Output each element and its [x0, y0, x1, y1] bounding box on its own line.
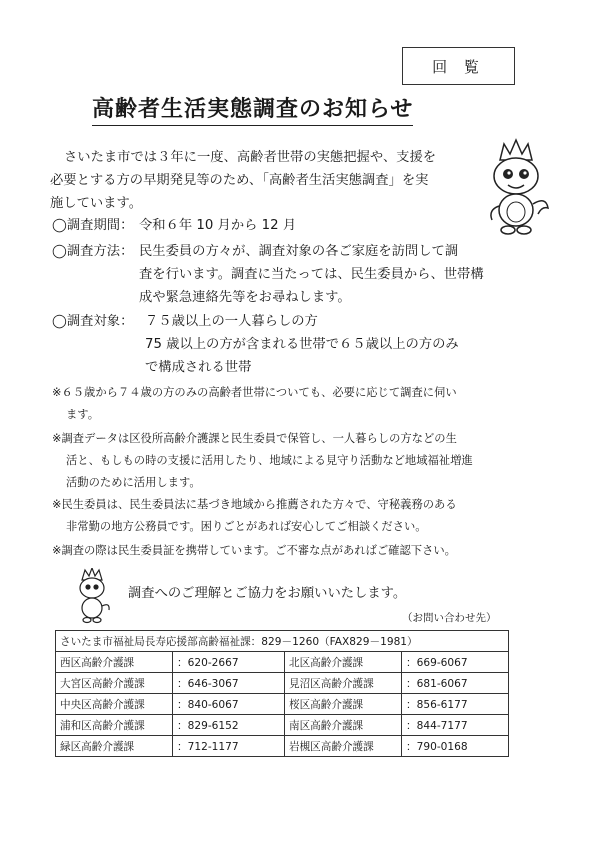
- note-line: ※調査データは区役所高齢介護課と民生委員で保管し、一人暮らしの方などの生: [52, 432, 457, 445]
- intro-line: 施しています。: [50, 196, 143, 211]
- office-name: 北区高齢介護課: [285, 652, 402, 673]
- office-name: 大宮区高齢介護課: [56, 673, 173, 694]
- intro-paragraph: [50, 146, 480, 215]
- item-text: 成や緊急連絡先等をお尋ねします。: [139, 290, 351, 305]
- item-text: で構成される世帯: [145, 360, 252, 375]
- note-line: 非常勤の地方公務員です。困りごとがあれば安心してご相談ください。: [66, 520, 427, 533]
- office-tel: ：646-3067: [173, 673, 285, 694]
- table-row: [56, 736, 509, 757]
- office-tel: ：840-6067: [173, 694, 285, 715]
- office-name: 緑区高齢介護課: [56, 736, 173, 757]
- intro-line: さいたま市では３年に一度、高齢者世帯の実態把握や、支援を: [64, 150, 437, 165]
- item-label: ◯調査方法：: [52, 244, 134, 259]
- item-label: ◯調査対象：: [52, 314, 134, 329]
- table-row: [56, 631, 509, 652]
- mascot-small-icon: [72, 568, 112, 624]
- item-text: 民生委員の方々が、調査対象の各ご家庭を訪問して調: [139, 244, 459, 259]
- office-name: 浦和区高齢介護課: [56, 715, 173, 736]
- item-text: 令和６年 10 月から 12 月: [139, 218, 297, 233]
- note-line: ※民生委員は、民生委員法に基づき地域から推薦された方々で、守秘義務のある: [52, 498, 457, 511]
- contact-table: [55, 630, 509, 757]
- note-item: [52, 428, 532, 494]
- office-name: 桜区高齢介護課: [285, 694, 402, 715]
- office-tel: ：790-0168: [402, 736, 509, 757]
- note-line: ※調査の際は民生委員証を携帯しています。ご不審な点があればご確認下さい。: [52, 544, 456, 557]
- office-tel: ：829-6152: [173, 715, 285, 736]
- item-text: 査を行います。調査に当たっては、民生委員から、世帯構: [139, 267, 484, 282]
- closing-message: 調査へのご理解とご協力をお願いいたします。: [128, 586, 407, 601]
- note-line: 活と、もしもの時の支援に活用したり、地域による見守り活動など地域福祉増進: [66, 454, 473, 467]
- note-item: [52, 540, 532, 562]
- office-name: 西区高齢介護課: [56, 652, 173, 673]
- office-name: 中央区高齢介護課: [56, 694, 173, 715]
- office-tel: ：669-6067: [402, 652, 509, 673]
- office-tel: ：856-6177: [402, 694, 509, 715]
- item-label: ◯調査期間：: [52, 218, 134, 233]
- table-row: [56, 652, 509, 673]
- table-row: [56, 715, 509, 736]
- circulation-stamp: 回 覧: [402, 47, 515, 85]
- contact-header: さいたま市福祉局長寿応援部高齢福祉課：829－1260（FAX829－1981）: [56, 631, 509, 652]
- office-tel: ：844-7177: [402, 715, 509, 736]
- item-text: ７５歳以上の一人暮らしの方: [145, 314, 318, 329]
- note-item: [52, 494, 532, 538]
- office-tel: ：712-1177: [173, 736, 285, 757]
- note-line: ます。: [66, 408, 99, 421]
- note-line: ※６５歳から７４歳の方のみの高齢者世帯についても、必要に応じて調査に伺い: [52, 386, 457, 399]
- table-row: [56, 694, 509, 715]
- page-title: 高齢者生活実態調査のお知らせ: [92, 92, 413, 126]
- office-name: 岩槻区高齢介護課: [285, 736, 402, 757]
- contact-label: （お問い合わせ先）: [402, 612, 497, 624]
- table-row: [56, 673, 509, 694]
- note-item: [52, 382, 532, 426]
- note-line: 活動のために活用します。: [66, 476, 201, 489]
- office-tel: ：681-6067: [402, 673, 509, 694]
- office-name: 見沼区高齢介護課: [285, 673, 402, 694]
- office-tel: ：620-2667: [173, 652, 285, 673]
- intro-line: 必要とする方の早期発見等のため、「高齢者生活実態調査」を実: [50, 173, 429, 188]
- item-text: 75 歳以上の方が含まれる世帯で６５歳以上の方のみ: [145, 337, 459, 352]
- office-name: 南区高齢介護課: [285, 715, 402, 736]
